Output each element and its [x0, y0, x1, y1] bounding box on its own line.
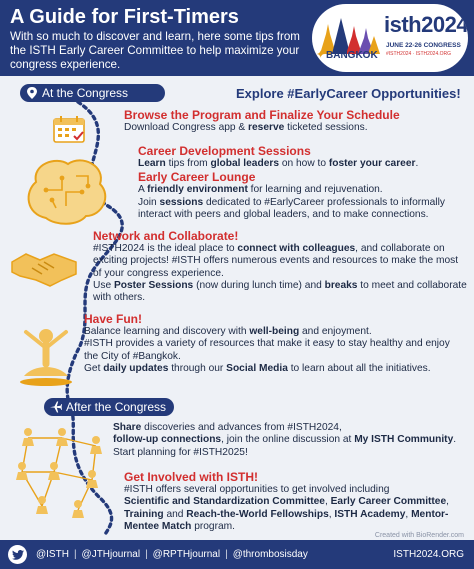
handle-isth[interactable]: @ISTH [36, 549, 69, 560]
text-run: and enjoyment. [299, 326, 372, 337]
handshake-icon [10, 240, 78, 294]
section-involved-body-2 [124, 496, 464, 533]
text-bold: Learn [138, 158, 166, 169]
section-fun-body [84, 326, 464, 338]
section-browse [124, 108, 464, 134]
after-congress-text: After the Congress [66, 400, 167, 414]
section-lounge-body [138, 184, 468, 196]
text-run: Download Congress app & [124, 122, 249, 133]
text-bold: Training [124, 508, 164, 520]
text-bold: daily updates [103, 362, 169, 374]
text-bold: follow-up connections [113, 434, 222, 446]
text-bold: foster your career [328, 158, 416, 169]
text-run: A [138, 184, 148, 196]
handle-rpth[interactable]: @RPTHjournal [152, 549, 221, 560]
section-share [113, 422, 463, 459]
section-involved-title: Get Involved with ISTH! [124, 470, 259, 484]
text-run: , [446, 496, 449, 508]
explore-heading: Explore #EarlyCareer Opportunities! [236, 86, 461, 101]
people-network-icon [8, 420, 116, 530]
text-run: for learning and rejuvenation. [247, 184, 383, 196]
text-run: to meet and collaborate with others. [93, 279, 467, 304]
text-bold: My ISTH Community [354, 434, 454, 446]
text-run: , [328, 508, 335, 520]
calendar-icon [52, 114, 88, 144]
footer-bar [0, 540, 474, 569]
section-network-title: Network and Collaborate! [93, 229, 239, 243]
section-browse-body [124, 122, 464, 134]
section-network-body-2 [93, 280, 468, 305]
twitter-icon[interactable] [8, 545, 27, 564]
location-pin-icon [26, 87, 38, 99]
section-involved-body: #ISTH offers several opportunities to get involved including [124, 484, 390, 495]
handle-thrombosisday[interactable]: @thrombosisday [232, 549, 308, 560]
section-career-title: Career Development Sessions [138, 144, 311, 158]
section-share-body [113, 422, 463, 434]
separator: | [73, 549, 77, 560]
header-banner [0, 0, 474, 76]
text-run: , [405, 508, 412, 520]
section-fun-title: Have Fun! [84, 312, 143, 326]
section-lounge-body-2 [138, 197, 468, 222]
text-bold: breaks [324, 279, 358, 291]
text-bold: global leaders [210, 158, 279, 169]
section-network-body [93, 243, 468, 280]
text-run: ticketed sessions. [284, 122, 368, 133]
section-career-body [138, 158, 468, 170]
text-run: program. [191, 520, 235, 532]
meditation-icon [14, 324, 78, 390]
brain-circuit-icon [16, 150, 116, 230]
at-congress-text: At the Congress [42, 86, 129, 100]
text-bold: reserve [248, 122, 285, 133]
separator: | [225, 549, 228, 560]
section-fun-body-2: #ISTH provides a variety of resources that make it easy to stay healthy and enjoy the City of #Bangkok. [84, 338, 450, 362]
text-run: . [415, 158, 419, 169]
text-run: and [163, 508, 187, 520]
logo-tags: #ISTH2024 · ISTH2024.ORG [386, 51, 452, 57]
text-run: #ISTH2024 is the ideal place to [93, 243, 238, 254]
text-bold: well-being [249, 326, 300, 337]
text-bold: Social Media [226, 362, 288, 374]
section-share-body-2 [113, 434, 463, 459]
text-bold: Mentor-Mentee Match [124, 508, 449, 532]
text-bold: friendly environment [147, 184, 248, 196]
at-congress-label [20, 84, 165, 102]
text-bold: Scientific and Standardization Committee [124, 496, 325, 508]
text-run: Join [138, 196, 160, 208]
text-bold: Share [113, 422, 142, 433]
text-run: through our [168, 362, 227, 374]
text-bold: connect with colleagues [237, 243, 356, 254]
page-title: A Guide for First-Timers [10, 6, 239, 28]
text-run: on how to [279, 158, 329, 169]
logo-dates: JUNE 22-26 CONGRESS [386, 42, 461, 49]
text-run: to learn about all the initiatives. [287, 362, 431, 374]
biorender-credit: Created with BioRender.com [374, 532, 464, 539]
text-run: (now during lunch time) and [193, 279, 325, 291]
section-lounge-title: Early Career Lounge [138, 170, 256, 185]
text-bold: Early Career Committee [330, 496, 447, 508]
text-run: , and collaborate on exciting projects! #ISTH offers numerous events and resources to make the most of your congress experience. [93, 243, 459, 279]
text-run: , [324, 496, 331, 508]
star-icon: ✦ [316, 49, 326, 61]
section-involved [124, 470, 464, 533]
text-bold: Poster Sessions [113, 279, 194, 291]
section-career [138, 144, 468, 221]
section-fun-body-3 [84, 363, 464, 375]
text-bold: ISTH Academy [334, 508, 406, 520]
section-network [93, 229, 468, 304]
logo-wordmark: isth2024 [384, 12, 468, 37]
text-run: Balance learning and discovery with [84, 326, 250, 337]
text-run: . Start planning for #ISTH2025! [113, 434, 457, 458]
logo-city: BANGKOK [326, 50, 378, 61]
handle-jth[interactable]: @JTHjournal [81, 549, 141, 560]
text-run: Get [84, 362, 104, 374]
text-run: tips from [165, 158, 211, 169]
text-run: dedicated to #EarlyCareer professionals to informally interact with peers and global leaders, and to make connections. [138, 196, 445, 220]
section-fun [84, 312, 464, 375]
after-congress-label [44, 398, 174, 416]
text-run: , join the online discussion at [221, 434, 355, 446]
social-handles [36, 549, 308, 560]
text-bold: Reach-the-World Fellowships [186, 508, 329, 520]
section-browse-title: Browse the Program and Finalize Your Schedule [124, 108, 400, 122]
text-bold: sessions [159, 196, 204, 208]
airplane-icon [50, 401, 62, 413]
separator: | [145, 549, 148, 560]
congress-logo[interactable] [312, 4, 468, 72]
text-run: Use [93, 279, 114, 291]
website-link[interactable]: ISTH2024.ORG [393, 549, 464, 560]
page-subtitle: With so much to discover and learn, here some tips from the ISTH Early Career Committee to help maximize your congress experience. [10, 30, 300, 71]
text-run: discoveries and advances from #ISTH2024, [141, 422, 342, 433]
